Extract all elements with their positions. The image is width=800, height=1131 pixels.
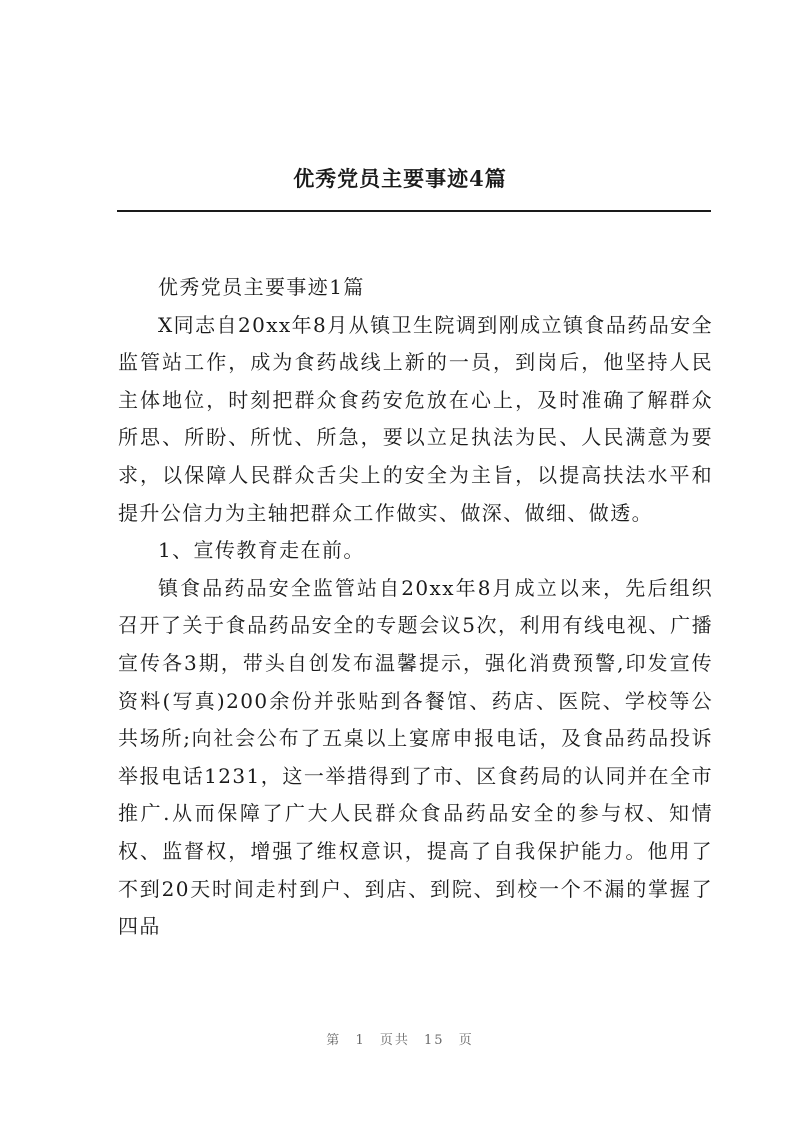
current-page-number: 1 — [355, 1033, 366, 1048]
document-body — [118, 269, 713, 946]
footer-suffix: 页 — [458, 1033, 474, 1048]
section-heading: 优秀党员主要事迹1篇 — [158, 275, 365, 299]
title-underline — [117, 210, 711, 212]
body-paragraph: X同志自20xx年8月从镇卫生院调到刚成立镇食品药品安全监管站工作，成为食药战线上新的一员，到岗后，他坚持人民主体地位，时刻把群众食药安危放在心上，及时准确了解群众所思、所盼、所忧、所急，要以立足执法为民、人民满意为要求，以保障人民群众舌尖上的安全为主旨，以提高扶法水平和提升公信力为主轴把群众工作做实、做深、做细、做透。 — [118, 312, 713, 525]
footer-prefix: 第 — [326, 1033, 342, 1048]
document-title: 优秀党员主要事迹4篇 — [293, 166, 507, 191]
sub-heading: 1、宣传教育走在前。 — [158, 538, 365, 563]
page-number-footer — [0, 1032, 800, 1050]
total-pages-number: 15 — [424, 1033, 445, 1048]
footer-middle: 页共 — [379, 1033, 410, 1048]
body-paragraph: 镇食品药品安全监管站自20xx年8月成立以来，先后组织召开了关于食品药品安全的专题会议5次，利用有线电视、广播宣传各3期，带头自创发布温馨提示，强化消费预警,印发宣传资料(写真)200余份并张贴到各餐馆、药店、医院、学校等公共场所;向社会公布了五桌以上宴席申报电话，及食品药品投诉举报电话1231，这一举措得到了市、区食药局的认同并在全市推广.从而保障了广大人民群众食品药品安全的参与权、知情权、监督权，增强了维权意识，提高了自我保护能力。他用了不到20天时间走村到户、到店、到院、到校一个不漏的掌握了四品 — [118, 575, 713, 939]
